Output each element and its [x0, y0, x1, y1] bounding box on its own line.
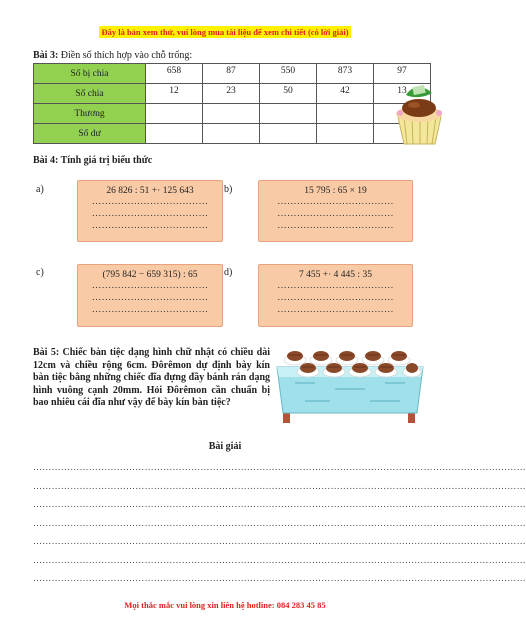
- bai4-heading: Bài 4: Tính giá trị biểu thức: [33, 155, 153, 166]
- table-cell: 42: [317, 84, 374, 104]
- empty-cell[interactable]: [317, 124, 374, 144]
- table-cell: 13: [374, 84, 431, 104]
- expression-d: 7 455 +· 4 445 : 35: [299, 270, 372, 280]
- cupcake-illustration: [392, 83, 447, 146]
- table-row: [34, 84, 431, 104]
- expression-b: 15 795 : 65 × 19: [304, 186, 367, 196]
- answer-line[interactable]: ………………………………: [91, 209, 209, 219]
- answer-line[interactable]: ………………………………: [277, 293, 394, 303]
- table-cell: 23: [203, 84, 260, 104]
- preview-banner: Đây là bản xem thử, vui lòng mua tài liệu để xem chi tiết (có lời giải): [101, 27, 349, 37]
- empty-cell[interactable]: [146, 124, 203, 144]
- bai3-table: [33, 63, 431, 144]
- expression-box-d: [258, 264, 413, 327]
- answer-line[interactable]: ………………………………: [91, 281, 209, 291]
- table-cell: 97: [374, 64, 431, 84]
- row-label: Thương: [34, 104, 146, 124]
- banquet-table-illustration: [275, 343, 425, 425]
- answer-line[interactable]: ………………………………: [91, 305, 209, 315]
- answer-line[interactable]: ………………………………: [277, 305, 394, 315]
- empty-cell[interactable]: [317, 104, 374, 124]
- answer-line[interactable]: ……………………………………………………………………………………………………………………………………………: [33, 573, 526, 583]
- hotline-footer: Mọi thắc mắc vui lòng xin liên hệ hotline: 084 283 45 85: [124, 600, 326, 610]
- item-b-label: b): [224, 184, 233, 195]
- answer-line[interactable]: ……………………………………………………………………………………………………………………………………………: [33, 462, 526, 472]
- answer-line[interactable]: ………………………………: [91, 221, 209, 231]
- item-d-label: d): [224, 267, 233, 278]
- answer-line[interactable]: ……………………………………………………………………………………………………………………………………………: [33, 536, 526, 546]
- item-c-label: c): [36, 267, 44, 278]
- empty-cell[interactable]: [203, 104, 260, 124]
- answer-line[interactable]: ………………………………: [277, 197, 394, 207]
- answer-line[interactable]: ………………………………: [277, 221, 394, 231]
- expression-box-c: [77, 264, 223, 327]
- expression-box-a: [77, 180, 223, 242]
- answer-line[interactable]: ………………………………: [91, 293, 209, 303]
- expression-box-b: [258, 180, 413, 242]
- table-cell: 550: [260, 64, 317, 84]
- row-label: Số dư: [34, 124, 146, 144]
- row-label: Số bị chia: [34, 64, 146, 84]
- answer-line[interactable]: ……………………………………………………………………………………………………………………………………………: [33, 518, 526, 528]
- expression-a: 26 826 : 51 +· 125 643: [106, 186, 194, 196]
- bai5-problem-text: Bài 5: Chiếc bàn tiệc dạng hình chữ nhật có chiều dài 12cm và chiều rộng 6cm. Đôrêmon dự định bày kín bàn tiệc bằng những chiếc đĩa đựng đầy bánh rán dạng hình vuông cạnh 20mm. Hỏi Đôrêmon cần chuẩn bị bao nhiêu cái đĩa như vậy để bày kín bàn tiệc?: [33, 347, 270, 408]
- answer-line[interactable]: ………………………………: [277, 281, 394, 291]
- empty-cell[interactable]: [146, 104, 203, 124]
- answer-line[interactable]: ………………………………: [277, 209, 394, 219]
- table-cell: 12: [146, 84, 203, 104]
- row-label: Số chia: [34, 84, 146, 104]
- table-cell: 658: [146, 64, 203, 84]
- table-row: [34, 64, 431, 84]
- empty-cell[interactable]: [260, 104, 317, 124]
- bai3-heading: Bài 3: Điền số thích hợp vào chỗ trống:: [33, 50, 193, 61]
- table-row: [34, 124, 431, 144]
- table-cell: 50: [260, 84, 317, 104]
- empty-cell[interactable]: [203, 124, 260, 144]
- empty-cell[interactable]: [260, 124, 317, 144]
- table-row: [34, 104, 431, 124]
- answer-line[interactable]: ……………………………………………………………………………………………………………………………………………: [33, 481, 526, 491]
- expression-c: (795 842 − 659 315) : 65: [102, 270, 198, 280]
- table-cell: 873: [317, 64, 374, 84]
- answer-line[interactable]: ……………………………………………………………………………………………………………………………………………: [33, 499, 526, 509]
- item-a-label: a): [36, 184, 44, 195]
- answer-line[interactable]: ………………………………: [91, 197, 209, 207]
- answer-line[interactable]: ……………………………………………………………………………………………………………………………………………: [33, 555, 526, 565]
- table-cell: 87: [203, 64, 260, 84]
- solution-heading: Bài giải: [208, 441, 242, 452]
